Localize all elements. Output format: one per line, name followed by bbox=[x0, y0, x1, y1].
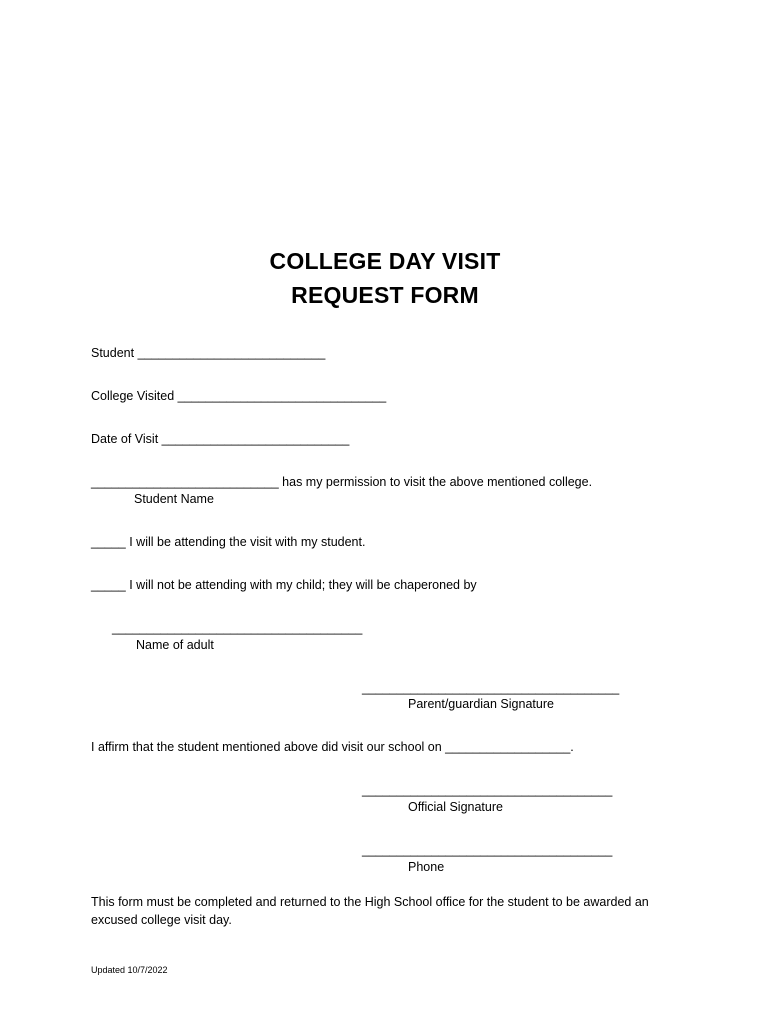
updated-date: Updated 10/7/2022 bbox=[91, 965, 168, 975]
official-signature-line: ____________________________________ bbox=[362, 783, 613, 797]
form-title-line2: REQUEST FORM bbox=[291, 282, 479, 308]
not-attending-option: _____ I will not be attending with my child; they will be chaperoned by bbox=[91, 578, 477, 592]
date-of-visit-field: Date of Visit ___________________________ bbox=[91, 432, 350, 446]
affirm-statement: I affirm that the student mentioned above did visit our school on __________________. bbox=[91, 740, 574, 754]
phone-caption: Phone bbox=[408, 860, 445, 874]
parent-signature-line: _____________________________________ bbox=[362, 681, 620, 695]
phone-line: ____________________________________ bbox=[362, 843, 613, 857]
permission-statement: ___________________________ has my permission to visit the above mentioned college. bbox=[91, 475, 593, 489]
instructions-line2: excused college visit day. bbox=[91, 913, 232, 927]
instructions-line1: This form must be completed and returned to the High School office for the student to be awarded an bbox=[91, 895, 649, 909]
student-field: Student ___________________________ bbox=[91, 346, 326, 360]
student-name-caption: Student Name bbox=[134, 492, 214, 506]
adult-name-line: ____________________________________ bbox=[112, 621, 363, 635]
parent-signature-caption: Parent/guardian Signature bbox=[408, 697, 554, 711]
adult-name-caption: Name of adult bbox=[136, 638, 214, 652]
college-visited-field: College Visited ______________________________ bbox=[91, 389, 387, 403]
attending-option: _____ I will be attending the visit with my student. bbox=[91, 535, 366, 549]
official-signature-caption: Official Signature bbox=[408, 800, 503, 814]
form-title-line1: COLLEGE DAY VISIT bbox=[269, 248, 501, 274]
